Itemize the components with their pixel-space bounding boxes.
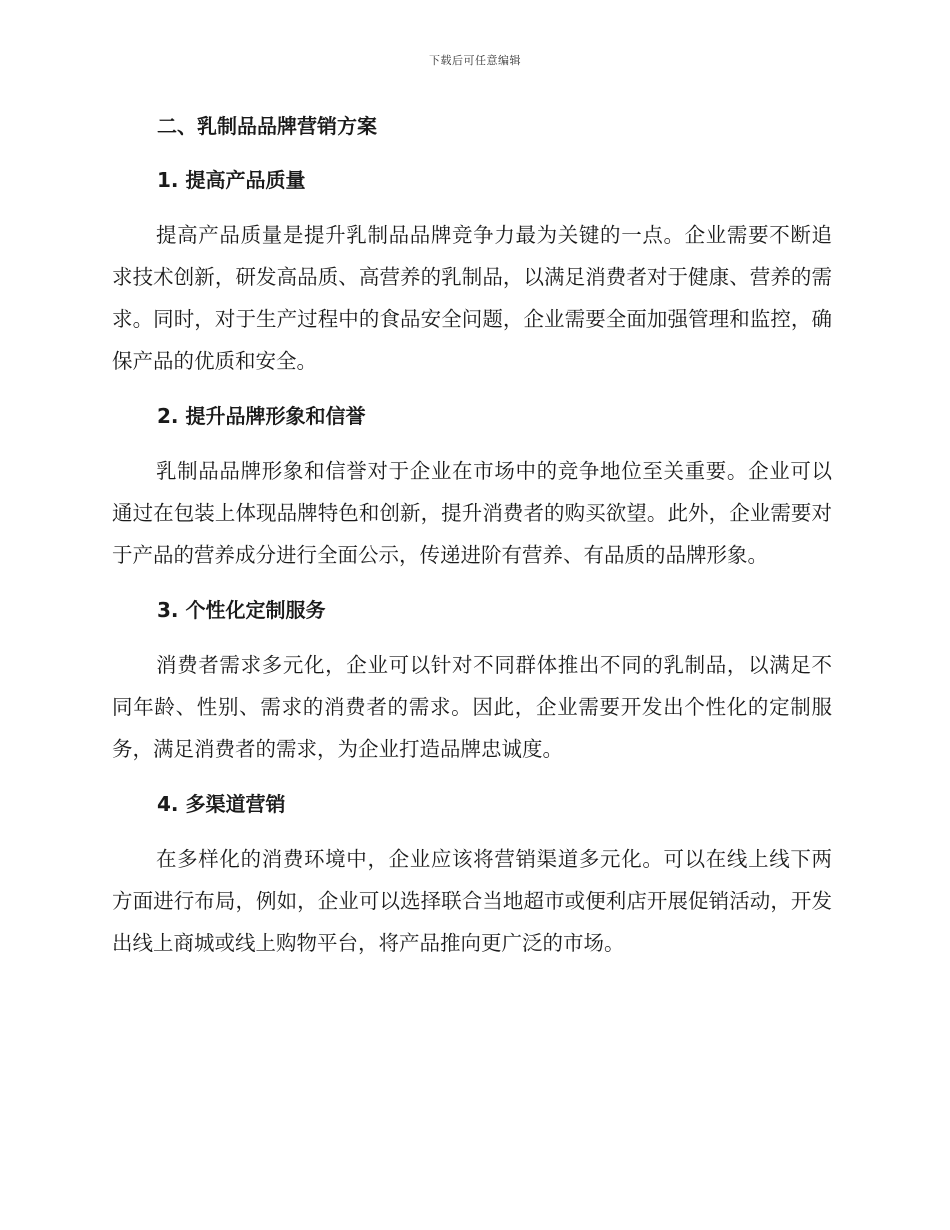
subsection-paragraph-2: 乳制品品牌形象和信誉对于企业在市场中的竞争地位至关重要。企业可以通过在包装上体现品牌特色和创新，提升消费者的购买欲望。此外，企业需要对于产品的营养成分进行全面公示，传递进阶有营养、有品质的品牌形象。 <box>112 459 832 567</box>
subsection-heading-2: 2. 提升品牌形象和信誉 <box>157 404 366 428</box>
document-body <box>112 106 832 964</box>
subsection-heading-3: 3. 个性化定制服务 <box>157 598 326 622</box>
section-title: 二、乳制品品牌营销方案 <box>157 114 377 138</box>
subsection-paragraph-3: 消费者需求多元化，企业可以针对不同群体推出不同的乳制品，以满足不同年龄、性别、需求的消费者的需求。因此，企业需要开发出个性化的定制服务，满足消费者的需求，为企业打造品牌忠诚度。 <box>112 653 832 761</box>
page-header: 下载后可任意编辑 <box>429 54 521 67</box>
subsection-heading-4: 4. 多渠道营销 <box>157 792 286 816</box>
subsection-paragraph-4: 在多样化的消费环境中，企业应该将营销渠道多元化。可以在线上线下两方面进行布局，例如，企业可以选择联合当地超市或便利店开展促销活动，开发出线上商城或线上购物平台，将产品推向更广泛的市场。 <box>112 847 832 955</box>
subsection-heading-1: 1. 提高产品质量 <box>157 168 306 192</box>
subsection-paragraph-1: 提高产品质量是提升乳制品品牌竞争力最为关键的一点。企业需要不断追求技术创新，研发高品质、高营养的乳制品，以满足消费者对于健康、营养的需求。同时，对于生产过程中的食品安全问题，企业需要全面加强管理和监控，确保产品的优质和安全。 <box>112 223 832 373</box>
